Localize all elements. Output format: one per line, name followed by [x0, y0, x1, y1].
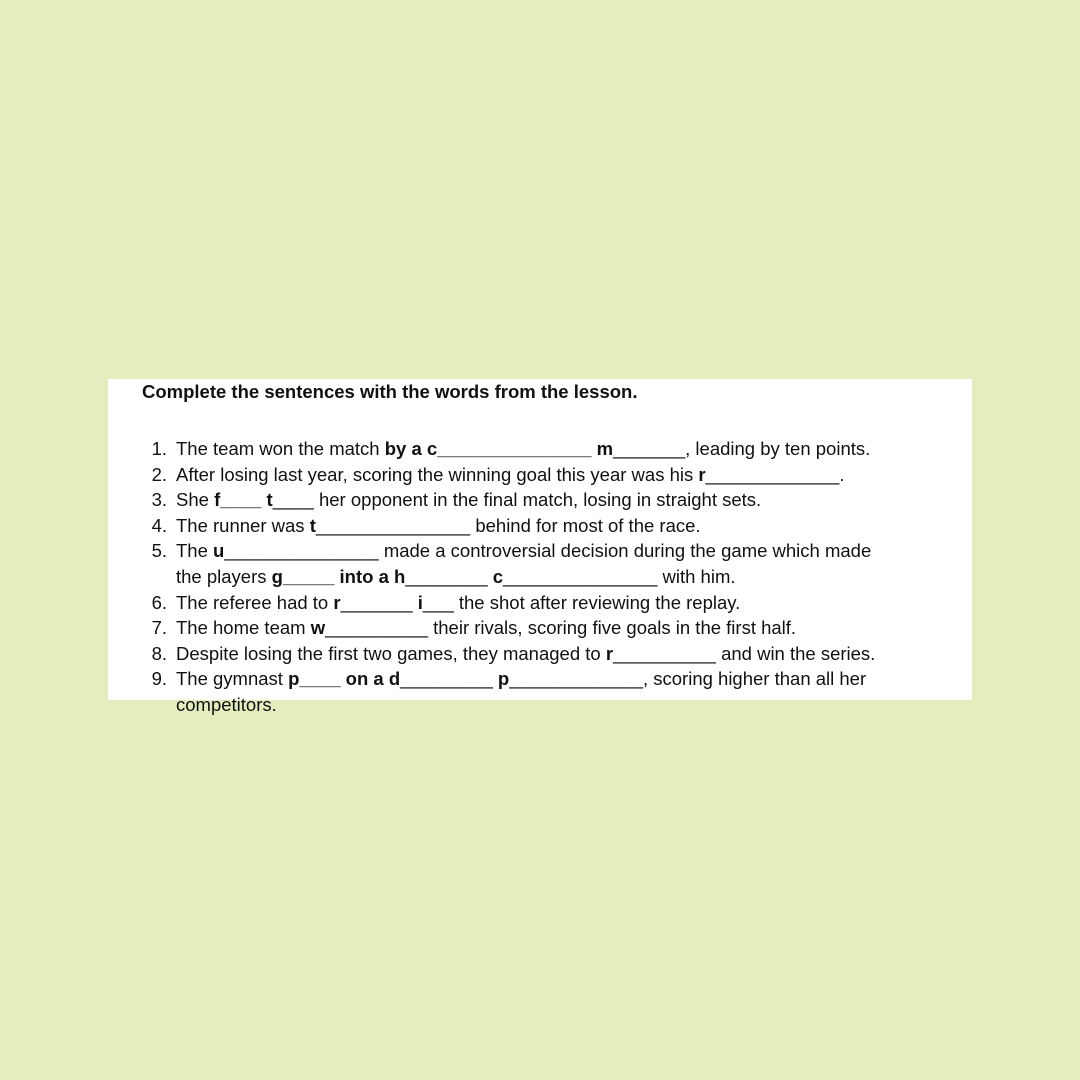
hint-text: p____ on a d: [288, 668, 401, 690]
item-number: 9.: [151, 668, 167, 690]
sentence-text: competitors.: [176, 693, 277, 715]
item-number: 3.: [151, 489, 167, 511]
item-number: 2.: [151, 463, 167, 485]
instruction-heading: Complete the sentences with the words from the lesson.: [142, 381, 638, 402]
exercise-item: [108, 487, 972, 513]
sentence-line: [176, 692, 972, 718]
sentence-text: __________ and win the series.: [613, 642, 876, 664]
sentence-text: the players: [176, 565, 272, 587]
exercise-item: [108, 666, 972, 717]
sentence-text: Despite losing the first two games, they managed to: [176, 642, 606, 664]
hint-text: p: [497, 668, 510, 690]
exercise-item: [108, 538, 972, 589]
sentence-text: _____________, scoring higher than all her: [509, 668, 867, 690]
sentence-line: [176, 436, 972, 462]
sentence-line: [176, 513, 972, 539]
hint-text: t: [309, 514, 316, 536]
sentence-text: She: [176, 489, 215, 511]
sentence-line: [176, 615, 972, 641]
sentence-text: _______: [340, 591, 418, 613]
item-number: 4.: [151, 514, 167, 536]
hint-text: r: [333, 591, 341, 613]
item-number: 5.: [151, 540, 167, 562]
item-number: 8.: [151, 642, 167, 664]
sentence-text: The referee had to: [176, 591, 334, 613]
hint-text: r: [605, 642, 614, 664]
sentence-text: The runner was: [176, 514, 310, 536]
sentence-text: _______________ made a controversial decision during the game which made: [224, 540, 872, 562]
item-number: 1.: [151, 438, 167, 459]
sentence-line: [176, 641, 972, 667]
sentence-text: The gymnast: [176, 668, 289, 690]
sentence-line: [176, 538, 972, 564]
sentence-text: The: [176, 540, 214, 562]
exercise-item: [108, 590, 972, 616]
sentence-text: ___ the shot after reviewing the replay.: [422, 591, 741, 613]
sentence-text: The team won the match: [176, 438, 385, 459]
item-number: 7.: [151, 617, 167, 639]
sentence-text: _______, leading by ten points.: [613, 438, 871, 459]
hint-text: m: [596, 438, 614, 459]
hint-text: i: [417, 591, 423, 613]
sentence-text: __________ their rivals, scoring five goals in the first half.: [325, 617, 797, 639]
sentence-line: [176, 590, 972, 616]
sentence-text: _________: [400, 668, 498, 690]
exercise-item: [108, 513, 972, 539]
hint-text: w: [310, 617, 326, 639]
sentence-line: [176, 564, 972, 590]
item-number: 6.: [151, 591, 167, 613]
exercise-item: [108, 436, 972, 462]
sentence-text: _____________.: [705, 463, 845, 485]
sentence-text: _______________ behind for most of the race.: [315, 514, 701, 536]
sentence-text: After losing last year, scoring the winning goal this year was his: [176, 463, 699, 485]
sentence-text: _______________ with him.: [503, 565, 736, 587]
exercise-item: [108, 462, 972, 488]
hint-text: g_____ into a h: [271, 565, 406, 587]
hint-text: f____ t: [214, 489, 273, 511]
worksheet-card: [108, 379, 972, 715]
hint-text: r: [698, 463, 706, 485]
sentence-line: [176, 487, 972, 513]
exercise-item: [108, 615, 972, 641]
exercise-list: [108, 436, 972, 718]
sentence-text: The home team: [176, 617, 311, 639]
sentence-line: [176, 462, 972, 488]
sentence-line: [176, 666, 972, 692]
sentence-text: ________: [405, 565, 493, 587]
exercise-item: [108, 641, 972, 667]
sentence-text: ____ her opponent in the final match, losing in straight sets.: [272, 489, 762, 511]
hint-text: by a c_______________: [384, 438, 592, 459]
hint-text: u: [213, 540, 225, 562]
hint-text: c: [492, 565, 504, 587]
